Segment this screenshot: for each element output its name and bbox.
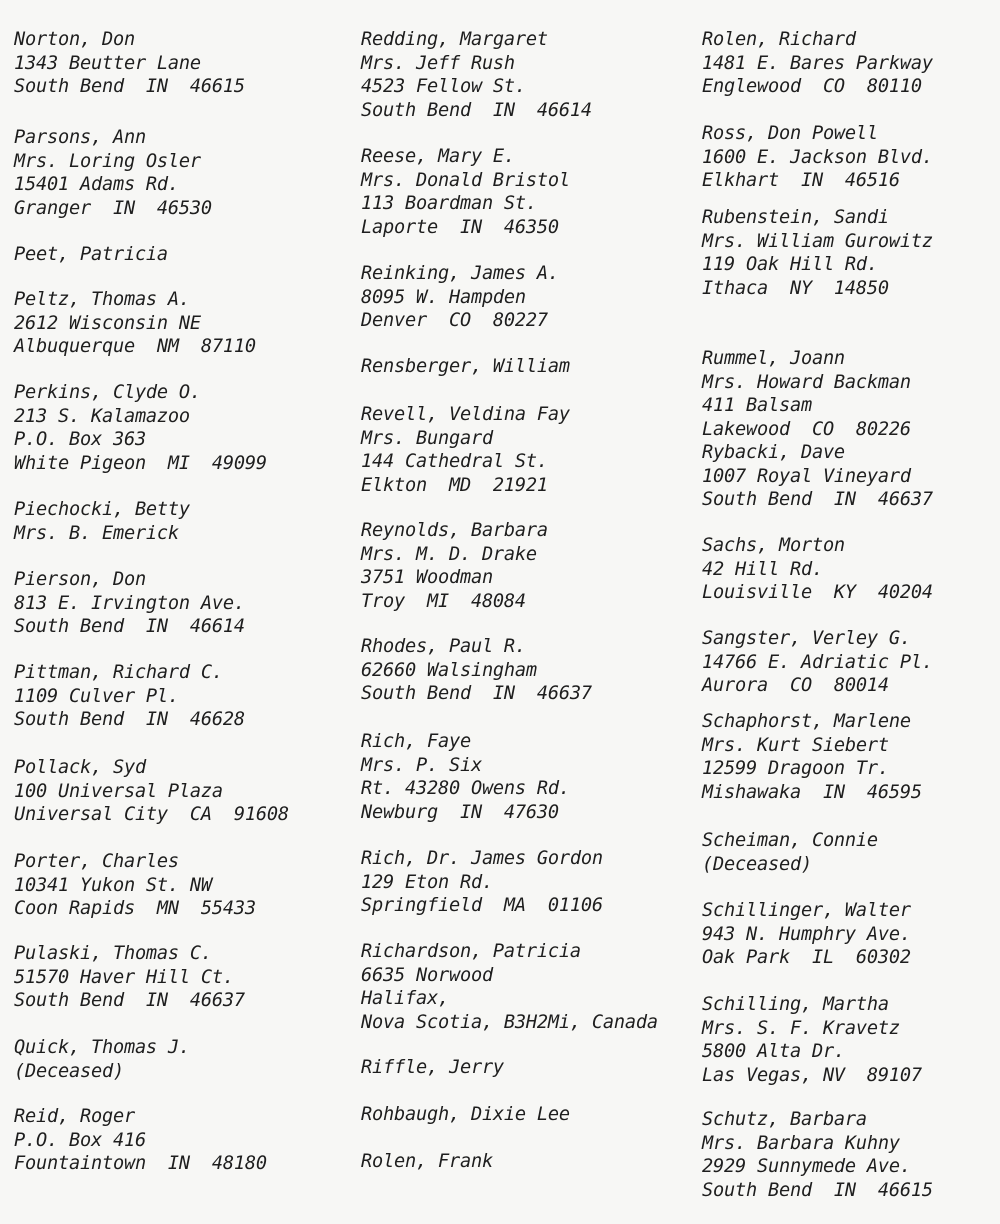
directory-entry	[702, 122, 933, 193]
directory-entry	[14, 498, 190, 545]
entry-address-line: South Bend IN 46637	[14, 990, 245, 1012]
entry-address-line: Coon Rapids MN 55433	[14, 898, 256, 920]
entry-address-line: 10341 Yukon St. NW	[14, 874, 212, 896]
entry-address-line: 4523 Fellow St.	[361, 76, 526, 98]
directory-entry	[14, 756, 289, 827]
entry-name: Rich, Faye	[361, 731, 471, 752]
directory-entry	[361, 403, 570, 497]
entry-address-line: 14766 E. Adriatic Pl.	[702, 651, 933, 673]
entry-address-line: Mrs. Donald Bristol	[361, 169, 570, 191]
entry-address-line: Denver CO 80227	[361, 310, 548, 332]
entry-address-line: South Bend IN 46637	[702, 489, 933, 511]
directory-entry	[14, 942, 245, 1013]
entry-address-line: 100 Universal Plaza	[14, 780, 223, 802]
entry-address-line: Mrs. P. Six	[361, 754, 482, 776]
entry-name: Peet, Patricia	[14, 244, 168, 265]
entry-address-line: (Deceased)	[702, 853, 812, 875]
entry-address-line: Ithaca NY 14850	[702, 277, 889, 299]
directory-entry	[361, 145, 570, 239]
entry-address-line: 8095 W. Hampden	[361, 286, 526, 308]
directory-entry	[702, 899, 911, 970]
entry-address-line: 42 Hill Rd.	[702, 558, 823, 580]
entry-name: Ross, Don Powell	[702, 123, 878, 144]
directory-entry	[14, 28, 245, 99]
entry-name: Riffle, Jerry	[361, 1057, 504, 1078]
directory-entry	[361, 355, 570, 379]
entry-name: Schilling, Martha	[702, 994, 889, 1015]
entry-address-line: Mrs. Loring Osler	[14, 150, 201, 172]
directory-entry	[14, 850, 256, 921]
entry-name: Reid, Roger	[14, 1106, 135, 1127]
entry-address-line: 1109 Culver Pl.	[14, 685, 179, 707]
directory-entry	[702, 993, 922, 1087]
entry-name: Rubenstein, Sandi	[702, 207, 889, 228]
entry-name: Reinking, James A.	[361, 263, 559, 284]
entry-address-line: Mrs. S. F. Kravetz	[702, 1017, 900, 1039]
directory-entry	[702, 710, 922, 804]
entry-address-line: White Pigeon MI 49099	[14, 452, 267, 474]
directory-entry	[14, 568, 245, 639]
entry-name: Norton, Don	[14, 29, 135, 50]
entry-address-line: Elkton MD 21921	[361, 474, 548, 496]
entry-name: Quick, Thomas J.	[14, 1037, 190, 1058]
entry-address-line: Mrs. B. Emerick	[14, 522, 179, 544]
entry-name: Rich, Dr. James Gordon	[361, 848, 603, 869]
entry-name: Pittman, Richard C.	[14, 662, 223, 683]
entry-name: Sangster, Verley G.	[702, 628, 911, 649]
entry-address-line: Mrs. M. D. Drake	[361, 543, 537, 565]
entry-name: Rolen, Frank	[361, 1151, 493, 1172]
entry-address-line: 1007 Royal Vineyard	[702, 465, 911, 487]
entry-address-line: South Bend IN 46615	[702, 1179, 933, 1201]
entry-address-line: Granger IN 46530	[14, 197, 212, 219]
directory-entry	[702, 206, 933, 300]
entry-name: Rolen, Richard	[702, 29, 856, 50]
entry-address-line: Rt. 43280 Owens Rd.	[361, 778, 570, 800]
entry-address-line: Mrs. Kurt Siebert	[702, 734, 889, 756]
entry-address-line: Newburg IN 47630	[361, 801, 559, 823]
directory-entry	[702, 441, 933, 512]
entry-address-line: Englewood CO 80110	[702, 76, 922, 98]
entry-name: Revell, Veldina Fay	[361, 404, 570, 425]
directory-entry	[14, 126, 212, 220]
directory-entry	[361, 262, 559, 333]
entry-address-line: Laporte IN 46350	[361, 216, 559, 238]
entry-name: Richardson, Patricia	[361, 941, 581, 962]
entry-name: Scheiman, Connie	[702, 830, 878, 851]
entry-address-line: Universal City CA 91608	[14, 804, 289, 826]
directory-entry	[702, 627, 933, 698]
entry-address-line: Nova Scotia, B3H2Mi, Canada	[361, 1011, 658, 1033]
entry-name: Rensberger, William	[361, 356, 570, 377]
entry-address-line: South Bend IN 46637	[361, 683, 592, 705]
entry-name: Schillinger, Walter	[702, 900, 911, 921]
entry-name: Piechocki, Betty	[14, 499, 190, 520]
entry-name: Peltz, Thomas A.	[14, 289, 190, 310]
entry-address-line: South Bend IN 46615	[14, 76, 245, 98]
entry-address-line: (Deceased)	[14, 1060, 124, 1082]
entry-address-line: 1481 E. Bares Parkway	[702, 52, 933, 74]
directory-entry	[14, 661, 245, 732]
entry-address-line: Mrs. Barbara Kuhny	[702, 1132, 900, 1154]
directory-entry	[361, 635, 592, 706]
entry-address-line: 6635 Norwood	[361, 964, 493, 986]
entry-address-line: 943 N. Humphry Ave.	[702, 923, 911, 945]
entry-address-line: Mishawaka IN 46595	[702, 781, 922, 803]
directory-entry	[14, 288, 256, 359]
entry-address-line: Oak Park IL 60302	[702, 947, 911, 969]
directory-entry	[702, 829, 878, 876]
entry-address-line: P.O. Box 416	[14, 1129, 146, 1151]
entry-name: Redding, Margaret	[361, 29, 548, 50]
entry-name: Rohbaugh, Dixie Lee	[361, 1104, 570, 1125]
entry-name: Perkins, Clyde O.	[14, 382, 201, 403]
directory-entry	[14, 381, 267, 475]
directory-entry	[702, 28, 933, 99]
entry-address-line: Las Vegas, NV 89107	[702, 1064, 922, 1086]
entry-name: Reese, Mary E.	[361, 146, 515, 167]
entry-name: Pollack, Syd	[14, 757, 146, 778]
entry-address-line: 5800 Alta Dr.	[702, 1041, 845, 1063]
entry-address-line: Louisville KY 40204	[702, 582, 933, 604]
directory-entry	[361, 28, 592, 122]
entry-address-line: P.O. Box 363	[14, 429, 146, 451]
entry-address-line: Albuquerque NM 87110	[14, 336, 256, 358]
entry-address-line: South Bend IN 46614	[14, 616, 245, 638]
directory-entry	[361, 1056, 504, 1080]
entry-address-line: 1600 E. Jackson Blvd.	[702, 146, 933, 168]
entry-address-line: 2929 Sunnymede Ave.	[702, 1156, 911, 1178]
entry-name: Rybacki, Dave	[702, 442, 845, 463]
entry-name: Rummel, Joann	[702, 348, 845, 369]
entry-name: Reynolds, Barbara	[361, 520, 548, 541]
entry-address-line: Springfield MA 01106	[361, 895, 603, 917]
entry-address-line: Aurora CO 80014	[702, 675, 889, 697]
directory-entry	[702, 347, 911, 441]
directory-entry	[14, 1105, 267, 1176]
entry-address-line: Fountaintown IN 48180	[14, 1153, 267, 1175]
entry-address-line: 15401 Adams Rd.	[14, 174, 179, 196]
entry-address-line: Elkhart IN 46516	[702, 170, 900, 192]
entry-address-line: South Bend IN 46628	[14, 709, 245, 731]
entry-address-line: South Bend IN 46614	[361, 99, 592, 121]
entry-address-line: Troy MI 48084	[361, 590, 526, 612]
directory-entry	[14, 243, 168, 267]
entry-name: Schaphorst, Marlene	[702, 711, 911, 732]
entry-name: Pierson, Don	[14, 569, 146, 590]
entry-address-line: 3751 Woodman	[361, 567, 493, 589]
entry-address-line: 129 Eton Rd.	[361, 871, 493, 893]
directory-entry	[361, 847, 603, 918]
entry-name: Rhodes, Paul R.	[361, 636, 526, 657]
directory-entry	[361, 730, 570, 824]
directory-entry	[14, 1036, 190, 1083]
entry-address-line: 813 E. Irvington Ave.	[14, 592, 245, 614]
entry-address-line: Mrs. Howard Backman	[702, 371, 911, 393]
directory-entry	[361, 1150, 493, 1174]
entry-name: Parsons, Ann	[14, 127, 146, 148]
directory-entry	[361, 940, 658, 1034]
directory-entry	[702, 1108, 933, 1202]
entry-address-line: Mrs. Jeff Rush	[361, 52, 515, 74]
entry-name: Pulaski, Thomas C.	[14, 943, 212, 964]
entry-address-line: Mrs. Bungard	[361, 427, 493, 449]
entry-address-line: 119 Oak Hill Rd.	[702, 254, 878, 276]
entry-address-line: 213 S. Kalamazoo	[14, 405, 190, 427]
entry-name: Sachs, Morton	[702, 535, 845, 556]
entry-address-line: 62660 Walsingham	[361, 659, 537, 681]
entry-address-line: Mrs. William Gurowitz	[702, 230, 933, 252]
entry-name: Porter, Charles	[14, 851, 179, 872]
entry-address-line: Lakewood CO 80226	[702, 418, 911, 440]
entry-address-line: Halifax,	[361, 988, 449, 1010]
entry-address-line: 2612 Wisconsin NE	[14, 312, 201, 334]
entry-address-line: 411 Balsam	[702, 395, 812, 417]
entry-address-line: 12599 Dragoon Tr.	[702, 758, 889, 780]
entry-address-line: 113 Boardman St.	[361, 193, 537, 215]
entry-address-line: 1343 Beutter Lane	[14, 52, 201, 74]
directory-entry	[702, 534, 933, 605]
entry-address-line: 51570 Haver Hill Ct.	[14, 966, 234, 988]
directory-entry	[361, 519, 548, 613]
entry-address-line: 144 Cathedral St.	[361, 451, 548, 473]
directory-entry	[361, 1103, 570, 1127]
entry-name: Schutz, Barbara	[702, 1109, 867, 1130]
